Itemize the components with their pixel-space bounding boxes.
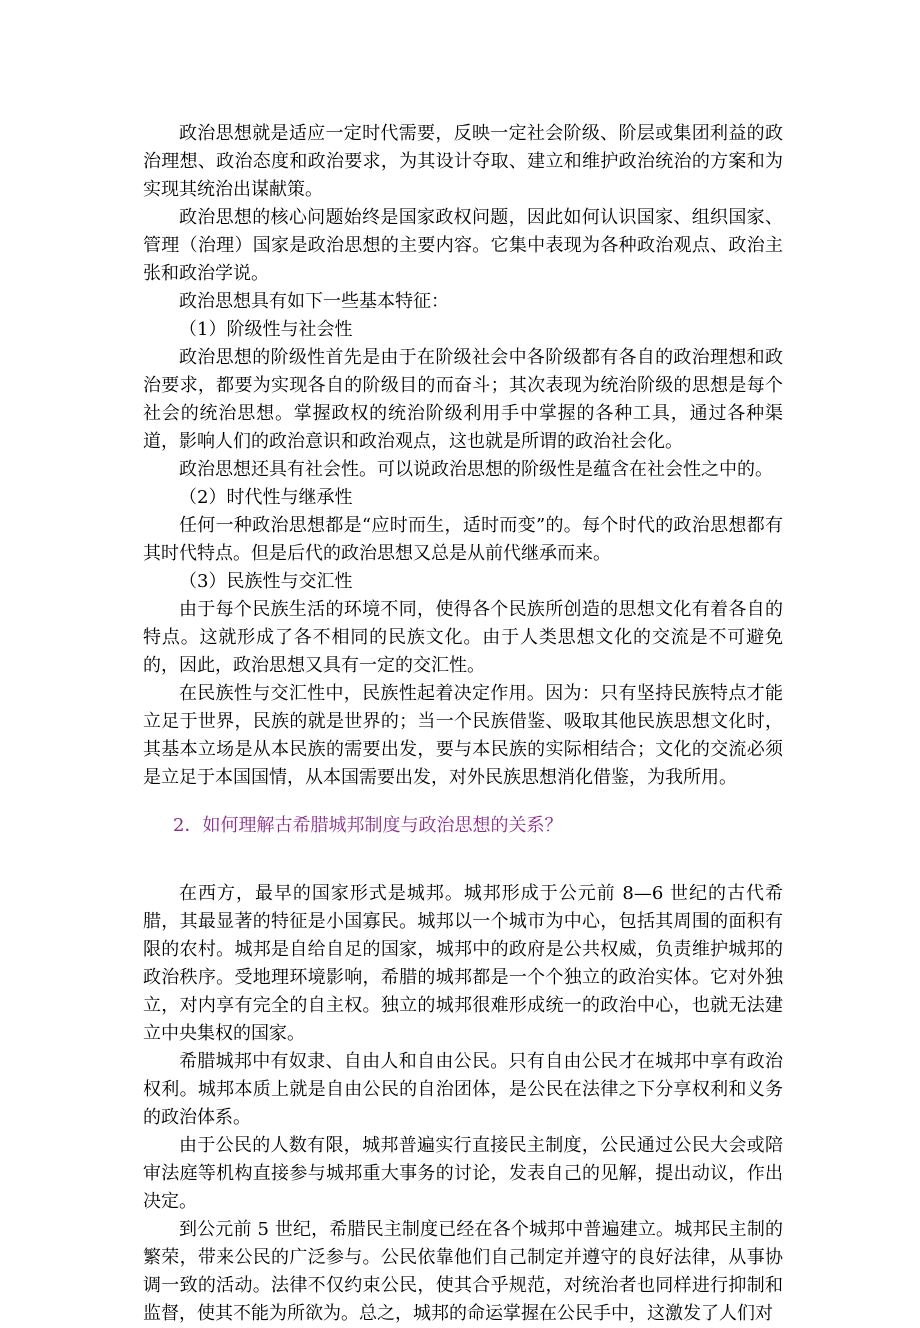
subheading: （1）阶级性与社会性: [179, 319, 353, 340]
answer-paragraph: 希腊城邦中有奴隶、自由人和自由公民。只有自由公民才在城邦中享有政治权利。城邦本质上就是自由公民的自治团体，是公民在法律之下分享权利和义务的政治体系。: [143, 1051, 783, 1128]
paragraph: 任何一种政治思想都是“应时而生，适时而变”的。每个时代的政治思想都有其时代特点。但是后代的政治思想又总是从前代继承而来。: [143, 515, 783, 564]
answer-paragraph: 在西方，最早的国家形式是城邦。城邦形成于公元前 8—6 世纪的古代希腊，其最显著的特征是小国寡民。城邦以一个城市为中心，包括其周围的面积有限的农村。城邦是自给自足的国家，城邦中的政府是公共权威，负责维护城邦的政治秩序。受地理环境影响，希腊的城邦都是一个个独立的政治实体。它对外独立，对内享有完全的自主权。独立的城邦很难形成统一的政治中心，也就无法建立中央集权的国家。: [143, 883, 783, 1044]
paragraph: 政治思想具有如下一些基本特征：: [179, 291, 449, 312]
paragraph: 政治思想就是适应一定时代需要，反映一定社会阶级、阶层或集团利益的政治理想、政治态度和政治要求，为其设计夺取、建立和维护政治统治的方案和为实现其统治出谋献策。: [143, 123, 783, 200]
document-body: [143, 120, 783, 1328]
paragraph: 政治思想的阶级性首先是由于在阶级社会中各阶级都有各自的政治理想和政治要求，都要为实现各自的阶级目的而奋斗；其次表现为统治阶级的思想是每个社会的统治思想。掌握政权的统治阶级利用手中掌握的各种工具，通过各种渠道，影响人们的政治意识和政治观点，这也就是所谓的政治社会化。: [143, 347, 783, 452]
answer-paragraph: 由于公民的人数有限，城邦普遍实行直接民主制度，公民通过公民大会或陪审法庭等机构直接参与城邦重大事务的讨论，发表自己的见解，提出动议，作出决定。: [143, 1135, 783, 1212]
answer-paragraph: 到公元前 5 世纪，希腊民主制度已经在各个城邦中普遍建立。城邦民主制的繁荣，带来公民的广泛参与。公民依靠他们自己制定并遵守的良好法律，从事协调一致的活动。法律不仅约束公民，使其合乎规范，对统治者也同样进行抑制和监督，使其不能为所欲为。总之，城邦的命运掌握在公民手中，这激发了人们对: [143, 1219, 783, 1324]
subheading: （3）民族性与交汇性: [179, 571, 353, 592]
paragraph: 在民族性与交汇性中，民族性起着决定作用。因为：只有坚持民族特点才能立足于世界，民族的就是世界的；当一个民族借鉴、吸取其他民族思想文化时，其基本立场是从本民族的需要出发，要与本民族的实际相结合；文化的交流必须是立足于本国国情，从本国需要出发，对外民族思想消化借鉴，为我所用。: [143, 683, 783, 788]
paragraph: 由于每个民族生活的环境不同，使得各个民族所创造的思想文化有着各自的特点。这就形成了各不相同的民族文化。由于人类思想文化的交流是不可避免的，因此，政治思想又具有一定的交汇性。: [143, 599, 783, 676]
paragraph: 政治思想的核心问题始终是国家政权问题，因此如何认识国家、组织国家、管理（治理）国家是政治思想的主要内容。它集中表现为各种政治观点、政治主张和政治学说。: [143, 207, 783, 284]
paragraph: 政治思想还具有社会性。可以说政治思想的阶级性是蕴含在社会性之中的。: [179, 459, 773, 480]
subheading: （2）时代性与继承性: [179, 487, 353, 508]
question-heading: 2．如何理解古希腊城邦制度与政治思想的关系？: [173, 815, 563, 836]
